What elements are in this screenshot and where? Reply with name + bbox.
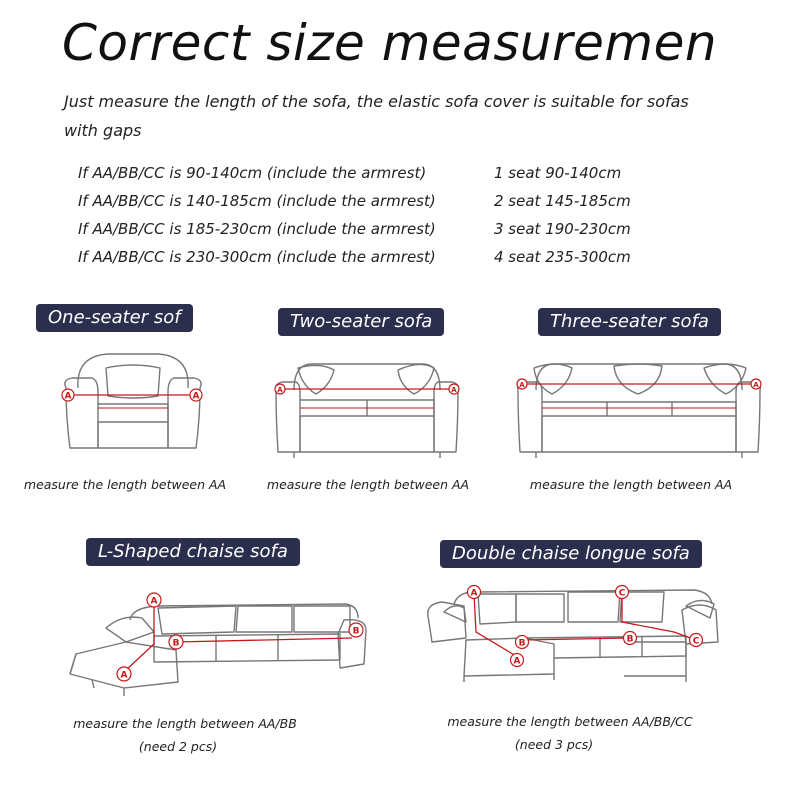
- rule-result-2: 2 seat 145-185cm: [494, 192, 631, 210]
- rule-condition-1: If AA/BB/CC is 90-140cm (include the armrest): [78, 164, 427, 182]
- rule-condition-4: If AA/BB/CC is 230-300cm (include the armrest): [78, 248, 436, 266]
- marker-a-top-l: A: [150, 596, 158, 607]
- marker-b-left-l: B: [172, 638, 180, 649]
- three-seater-sofa-illustration: [514, 356, 764, 460]
- intro-line-2: with gaps: [64, 121, 142, 140]
- rule-result-3: 3 seat 190-230cm: [494, 220, 631, 238]
- marker-a-bottom-l: A: [120, 670, 128, 681]
- label-one-seater: One-seater sof: [36, 304, 193, 332]
- marker-b-left-double: B: [518, 638, 526, 649]
- rule-condition-3: If AA/BB/CC is 185-230cm (include the armrest): [78, 220, 436, 238]
- caption-two-seater: measure the length between AA: [266, 477, 470, 492]
- marker-c-top-double: C: [618, 588, 626, 599]
- marker-b-right-double: B: [626, 634, 634, 645]
- note-double-chaise: (need 3 pcs): [514, 737, 594, 752]
- label-three-seater: Three-seater sofa: [538, 308, 721, 336]
- marker-a-right-one: A: [192, 391, 200, 402]
- marker-a-right-three: A: [753, 381, 759, 389]
- marker-b-right-l: B: [352, 626, 360, 637]
- label-two-seater: Two-seater sofa: [278, 308, 444, 336]
- marker-c-right-double: C: [692, 636, 700, 647]
- caption-l-shaped: measure the length between AA/BB: [73, 716, 297, 731]
- label-l-shaped: L-Shaped chaise sofa: [86, 538, 300, 566]
- rule-result-4: 4 seat 235-300cm: [494, 248, 631, 266]
- intro-line-1: Just measure the length of the sofa, the elastic sofa cover is suitable for sofas: [64, 92, 689, 111]
- marker-a-left-one: A: [64, 391, 72, 402]
- marker-a-left-two: A: [277, 386, 283, 394]
- label-double-chaise: Double chaise longue sofa: [440, 540, 702, 568]
- marker-a-top-double: A: [470, 588, 478, 599]
- note-l-shaped: (need 2 pcs): [138, 739, 218, 754]
- caption-double-chaise: measure the length between AA/BB/CC: [447, 714, 693, 729]
- l-shaped-sofa-illustration: [66, 584, 376, 702]
- one-seater-sofa-illustration: [58, 348, 208, 458]
- page-title: Correct size measuremen: [62, 14, 718, 72]
- marker-a-left-three: A: [519, 381, 525, 389]
- marker-a-bottom-double: A: [513, 656, 521, 667]
- two-seater-sofa-illustration: [272, 356, 462, 460]
- rule-condition-2: If AA/BB/CC is 140-185cm (include the armrest): [78, 192, 436, 210]
- rule-result-1: 1 seat 90-140cm: [494, 164, 622, 182]
- caption-three-seater: measure the length between AA: [529, 477, 733, 492]
- caption-one-seater: measure the length between AA: [23, 477, 227, 492]
- double-chaise-sofa-illustration: [424, 582, 724, 686]
- marker-a-right-two: A: [451, 386, 457, 394]
